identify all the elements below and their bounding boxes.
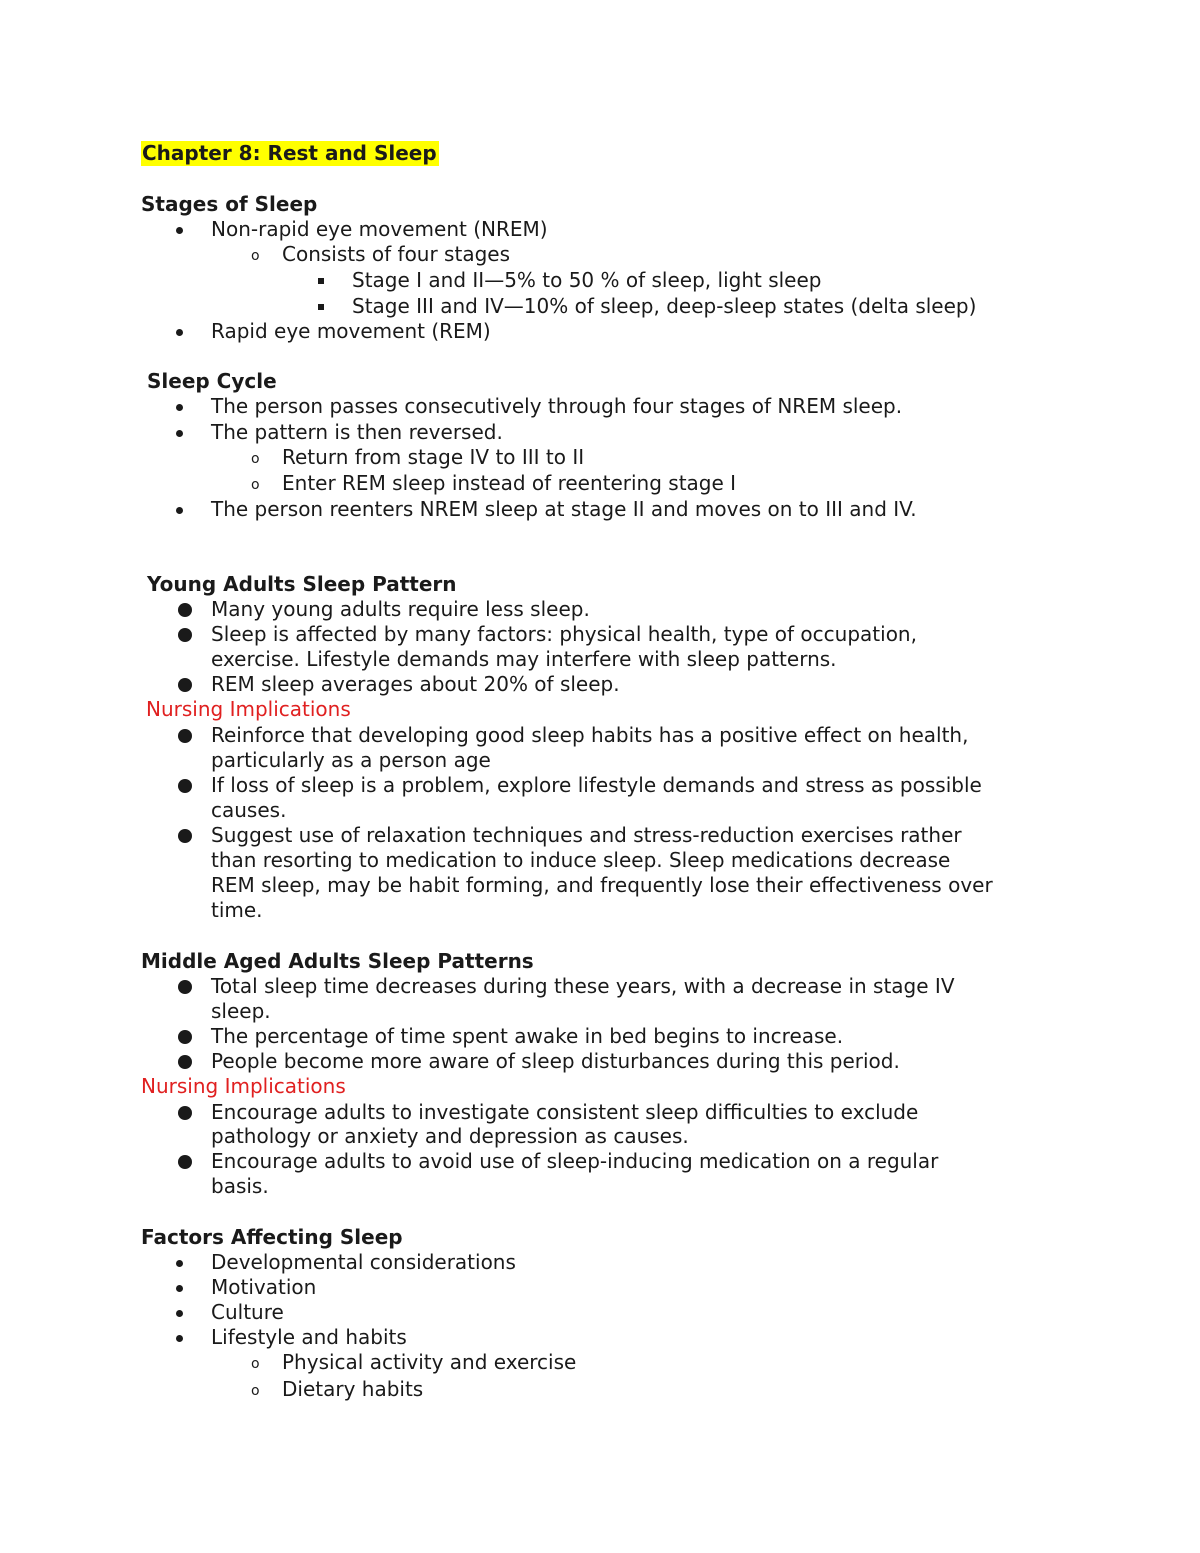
- list-item: Developmental considerations: [211, 1250, 516, 1274]
- list-item: Reinforce that developing good sleep habits has a positive effect on health,: [211, 723, 969, 747]
- nursing-implications-label: Nursing Implications: [146, 697, 351, 721]
- section-heading-young: Young Adults Sleep Pattern: [147, 572, 457, 596]
- list-item-continued: pathology or anxiety and depression as causes.: [211, 1124, 689, 1148]
- list-item-continued: basis.: [211, 1174, 269, 1198]
- list-item-continued: REM sleep, may be habit forming, and frequently lose their effectiveness over: [211, 873, 993, 897]
- list-item: Encourage adults to investigate consistent sleep difficulties to exclude: [211, 1100, 919, 1124]
- list-item: Lifestyle and habits: [211, 1325, 407, 1349]
- list-item: The person passes consecutively through four stages of NREM sleep.: [211, 394, 903, 418]
- list-item: Consists of four stages: [282, 242, 510, 266]
- list-item: Culture: [211, 1300, 284, 1324]
- list-item: Enter REM sleep instead of reentering stage I: [282, 471, 737, 495]
- list-item-continued: causes.: [211, 798, 287, 822]
- list-item: Total sleep time decreases during these years, with a decrease in stage IV: [211, 974, 955, 998]
- nursing-implications-label: Nursing Implications: [141, 1074, 346, 1098]
- list-item-continued: sleep.: [211, 999, 271, 1023]
- list-item: The pattern is then reversed.: [211, 420, 503, 444]
- list-item-continued: time.: [211, 898, 263, 922]
- list-item: Encourage adults to avoid use of sleep-inducing medication on a regular: [211, 1149, 939, 1173]
- list-item: Rapid eye movement (REM): [211, 319, 491, 343]
- section-heading-middle: Middle Aged Adults Sleep Patterns: [141, 949, 534, 973]
- list-item: If loss of sleep is a problem, explore lifestyle demands and stress as possible: [211, 773, 982, 797]
- document-page: Chapter 8: Rest and Sleep Stages of Sleep Non-rapid eye movement (NREM) o Consists of four stages Stage I and II—5% to 50 % of sleep, light sleep Stage III and IV—10% of sleep, deep-sleep states (delta sleep) Rapid eye movement (REM) Sleep Cycle The person passes consecutively through four stages of NREM sleep. The pattern is then reversed. o Return from stage IV to III to II o Enter REM sleep instead of reentering stage I The person reenters NREM sleep at stage II and moves on to III and IV. Young Adults Sleep Pattern Many young adults require less sleep. Sleep is affected by many factors: physical health, type of occupation, exercise. Lifestyle demands may interfere with sleep patterns. REM sleep averages about 20% of sleep. Nursing Implications Reinforce that developing good sleep habits has a positive effect on health, particularly as a person age If loss of sleep is a problem, explore lifestyle demands and stress as possible causes. Suggest use of relaxation techniques and stress-reduction exercises rather than resorting to medication to induce sleep. Sleep medications decrease REM sleep, may be habit forming, and frequently lose their effectiveness over time. Middle Aged Adults Sleep Patterns Total sleep time decreases during these years, with a decrease in stage IV sleep. The percentage of time spent awake in bed begins to increase. People become more aware of sleep disturbances during this period. Nursing Implications Encourage adults to investigate consistent sleep difficulties to exclude pathology or anxiety and depression as causes. Encourage adults to avoid use of sleep-inducing medication on a regular basis. Factors Affecting Sleep Developmental considerations Motivation Culture Lifestyle and habits o Physical activity and exercise o Dietary habits: [141, 141, 993, 1401]
- chapter-title: Chapter 8: Rest and Sleep: [142, 141, 437, 165]
- list-item: Dietary habits: [282, 1377, 424, 1401]
- list-item-continued: than resorting to medication to induce sleep. Sleep medications decrease: [211, 848, 951, 872]
- list-item: Motivation: [211, 1275, 317, 1299]
- list-item: The person reenters NREM sleep at stage II and moves on to III and IV.: [211, 497, 917, 521]
- list-item: People become more aware of sleep disturbances during this period.: [211, 1049, 900, 1073]
- list-item-continued: exercise. Lifestyle demands may interfere with sleep patterns.: [211, 647, 837, 671]
- section-heading-cycle: Sleep Cycle: [147, 369, 277, 393]
- list-item-continued: particularly as a person age: [211, 748, 491, 772]
- list-item: Many young adults require less sleep.: [211, 597, 590, 621]
- list-item: Suggest use of relaxation techniques and stress-reduction exercises rather: [211, 823, 962, 847]
- list-item: Stage I and II—5% to 50 % of sleep, light sleep: [352, 268, 822, 292]
- section-heading-factors: Factors Affecting Sleep: [141, 1225, 403, 1249]
- list-item: REM sleep averages about 20% of sleep.: [211, 672, 620, 696]
- section-heading-stages: Stages of Sleep: [141, 192, 318, 216]
- list-item: Sleep is affected by many factors: physical health, type of occupation,: [211, 622, 917, 646]
- list-item: Non-rapid eye movement (NREM): [211, 217, 548, 241]
- list-item: Physical activity and exercise: [282, 1350, 577, 1374]
- list-item: Return from stage IV to III to II: [282, 445, 585, 469]
- list-item: Stage III and IV—10% of sleep, deep-sleep states (delta sleep): [352, 294, 977, 318]
- list-item: The percentage of time spent awake in bed begins to increase.: [211, 1024, 844, 1048]
